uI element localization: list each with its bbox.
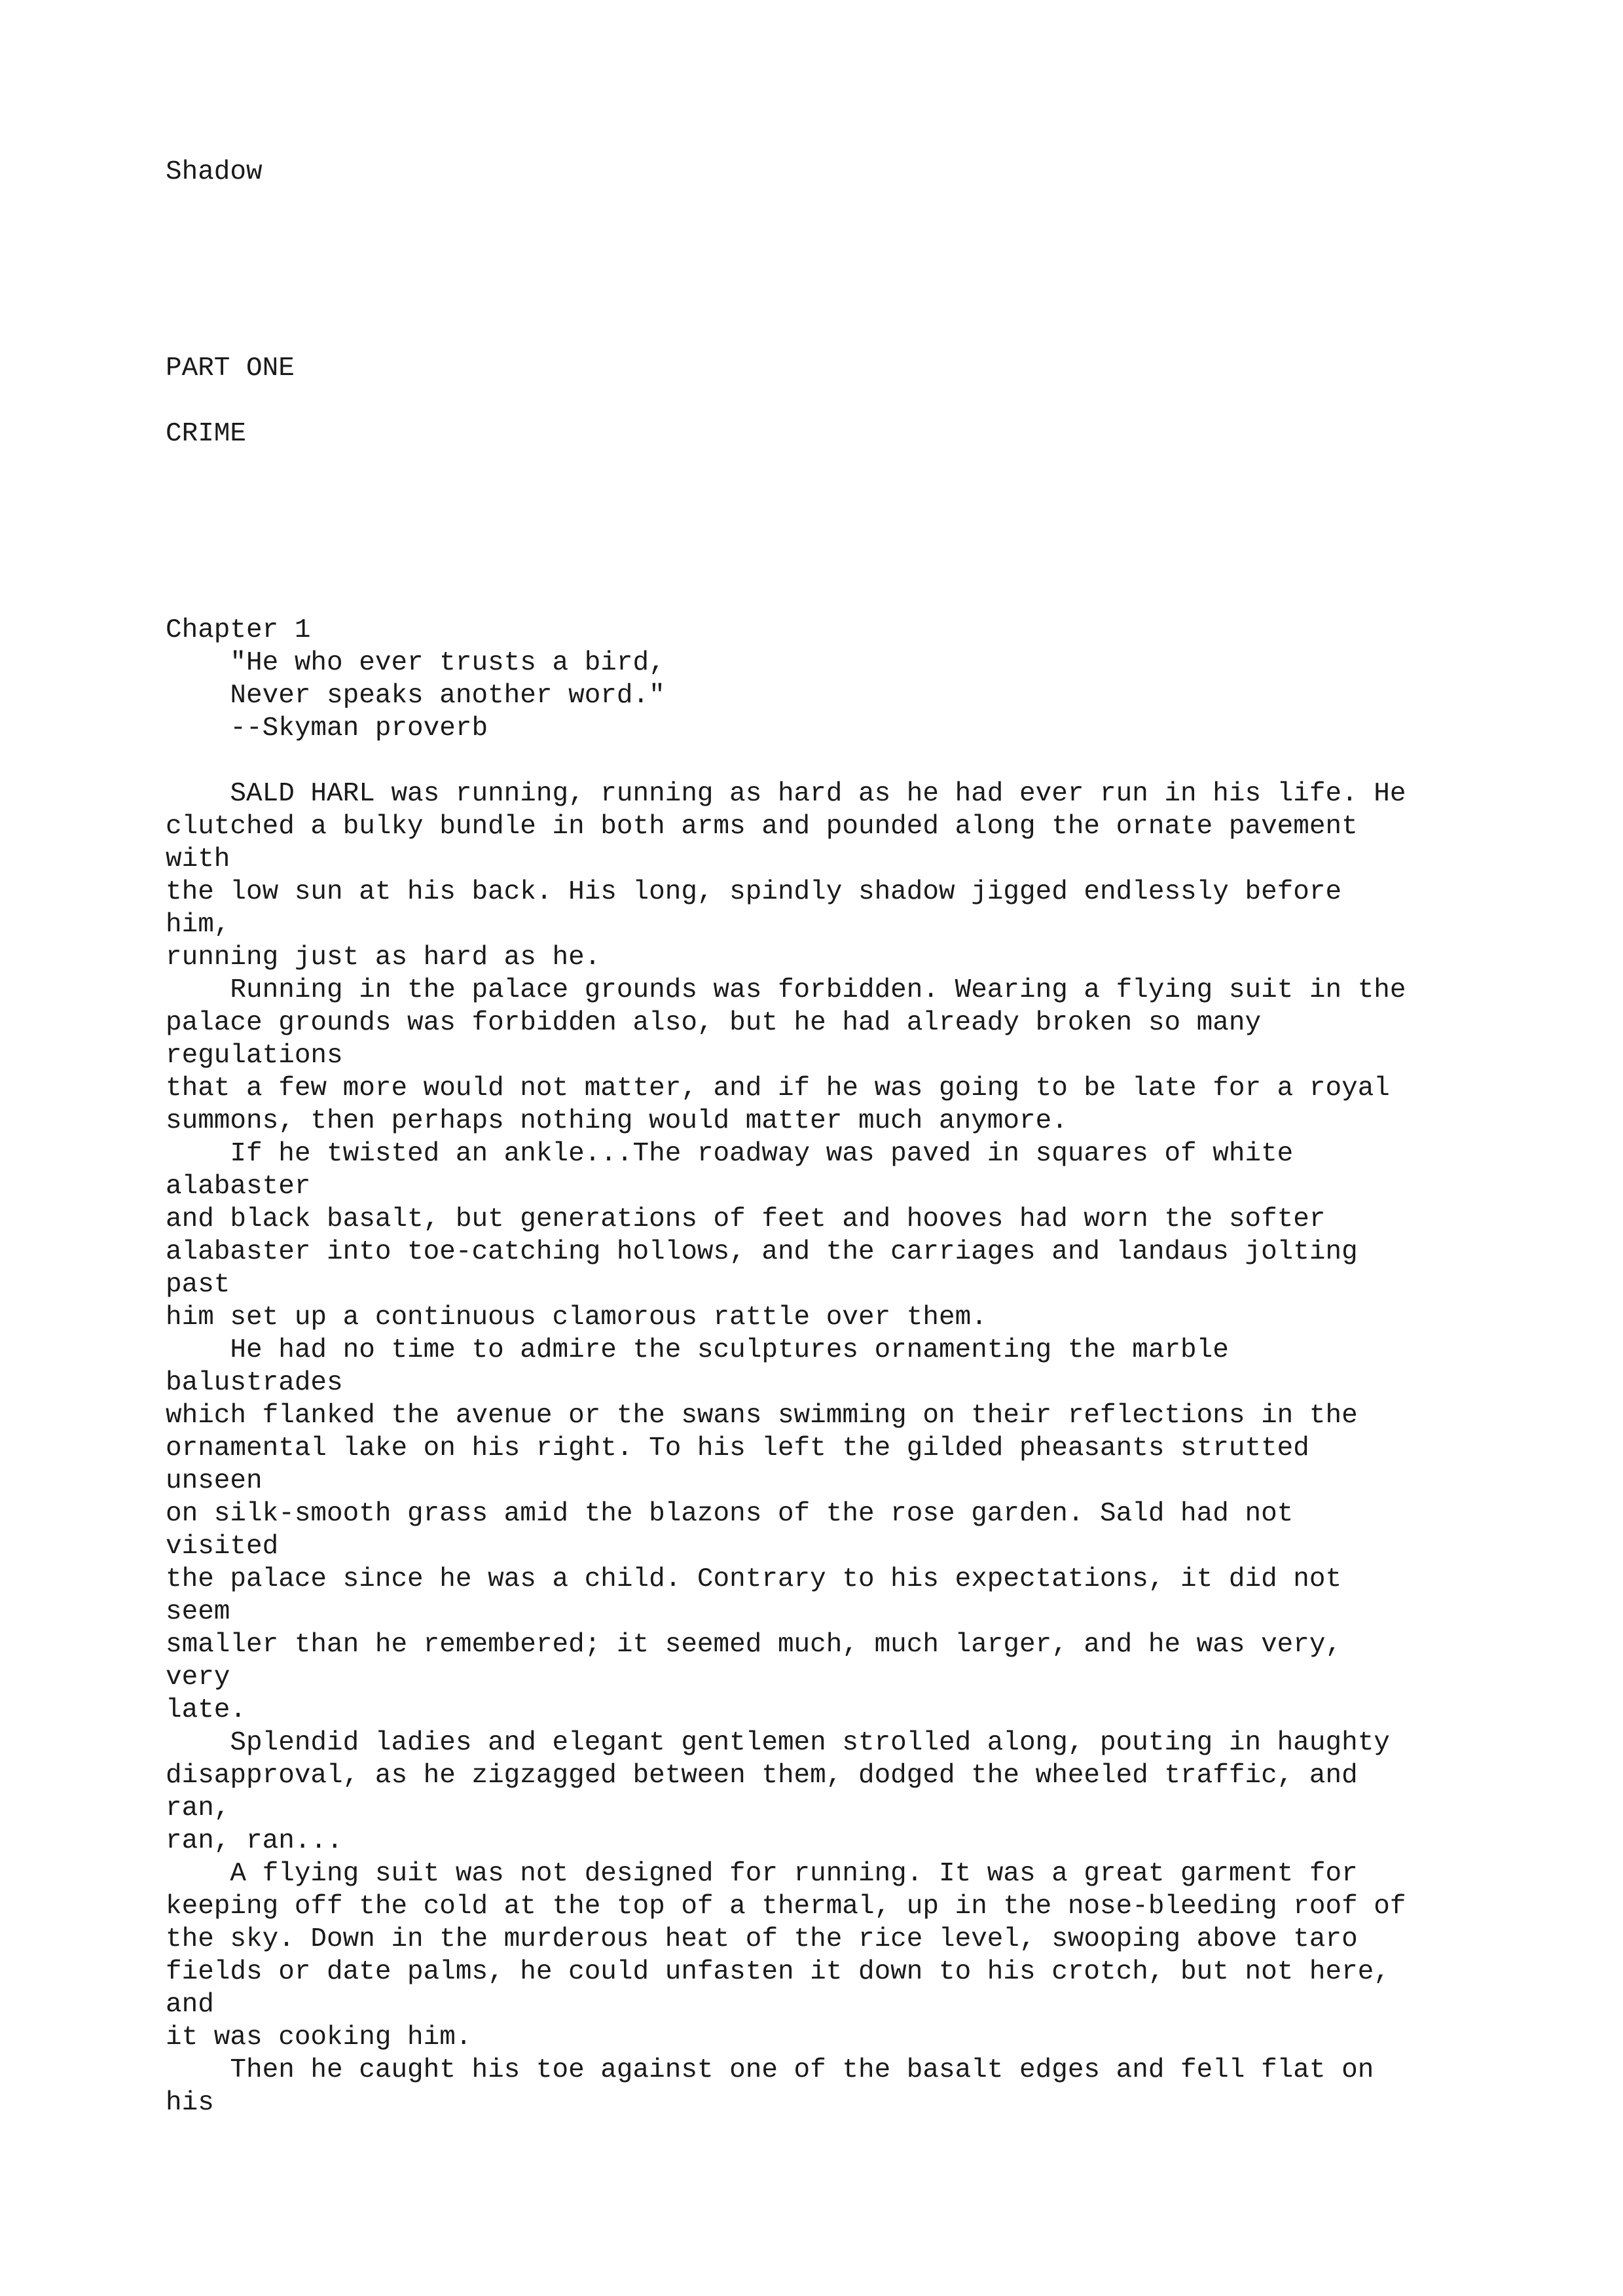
body-line: him, xyxy=(166,910,230,940)
part-label: PART ONE xyxy=(166,353,295,384)
body-line: which flanked the avenue or the swans swimming on their reflections in the xyxy=(166,1401,1358,1431)
body-line: smaller than he remembered; it seemed much, much larger, and he was very, xyxy=(166,1630,1342,1660)
body-line: the palace since he was a child. Contrary to his expectations, it did not xyxy=(166,1564,1342,1594)
body-line: on silk-smooth grass amid the blazons of the rose garden. Sald had not xyxy=(166,1499,1294,1529)
epigraph-line: --Skyman proverb xyxy=(166,713,488,744)
body-line: balustrades xyxy=(166,1368,343,1398)
chapter-title: Chapter 1 xyxy=(166,615,311,645)
body-line: ran, xyxy=(166,1793,230,1823)
body-line: fields or date palms, he could unfasten it down to his crotch, but not here, xyxy=(166,1957,1390,1987)
body-line: Running in the palace grounds was forbidden. Wearing a flying suit in the xyxy=(166,975,1406,1005)
body-line: He had no time to admire the sculptures ornamenting the marble xyxy=(166,1335,1229,1365)
body-line: ornamental lake on his right. To his left the gilded pheasants strutted xyxy=(166,1433,1309,1463)
body-line: ran, ran... xyxy=(166,1826,343,1856)
body-line: visited xyxy=(166,1532,279,1562)
body-line: seem xyxy=(166,1597,230,1627)
body-line: running just as hard as he. xyxy=(166,942,601,973)
body-line: late. xyxy=(166,1695,247,1725)
body-line: past xyxy=(166,1270,230,1300)
body-line: Then he caught his toe against one of the basalt edges and fell flat on xyxy=(166,2055,1374,2085)
body-line: A flying suit was not designed for running. It was a great garment for xyxy=(166,1859,1358,1889)
body-line: that a few more would not matter, and if he was going to be late for a royal xyxy=(166,1073,1390,1103)
body-line: disapproval, as he zigzagged between them, dodged the wheeled traffic, and xyxy=(166,1761,1358,1791)
body-line: summons, then perhaps nothing would matter much anymore. xyxy=(166,1106,1068,1136)
body-line: the low sun at his back. His long, spindly shadow jigged endlessly before xyxy=(166,877,1342,907)
body-line: clutched a bulky bundle in both arms and pounded along the ornate pavement xyxy=(166,812,1358,842)
body-line: unseen xyxy=(166,1466,263,1496)
body-line: regulations xyxy=(166,1041,343,1071)
body-line: very xyxy=(166,1662,230,1693)
body-line: alabaster xyxy=(166,1172,311,1202)
body-line: alabaster into toe-catching hollows, and the carriages and landaus jolting xyxy=(166,1237,1358,1267)
body-line: with xyxy=(166,844,230,874)
body-line: him set up a continuous clamorous rattle over them. xyxy=(166,1302,987,1333)
body-line: SALD HARL was running, running as hard as he had ever run in his life. He xyxy=(166,779,1406,809)
body-line: and black basalt, but generations of feet and hooves had worn the softer xyxy=(166,1204,1326,1234)
body-line: and xyxy=(166,1990,214,2020)
body-line: the sky. Down in the murderous heat of the rice level, swooping above taro xyxy=(166,1924,1358,1954)
body-line: palace grounds was forbidden also, but he had already broken so many xyxy=(166,1008,1262,1038)
part-title: CRIME xyxy=(166,419,247,449)
body-line: keeping off the cold at the top of a thermal, up in the nose-bleeding roof of xyxy=(166,1892,1406,1922)
epigraph-line: Never speaks another word." xyxy=(166,681,665,711)
body-line: it was cooking him. xyxy=(166,2022,472,2053)
book-title: Shadow xyxy=(166,157,263,187)
body-line: If he twisted an ankle...The roadway was paved in squares of white xyxy=(166,1139,1294,1169)
body-line: his xyxy=(166,2088,214,2118)
body-line: Splendid ladies and elegant gentlemen strolled along, pouting in haughty xyxy=(166,1728,1390,1758)
epigraph-line: "He who ever trusts a bird, xyxy=(166,648,665,678)
